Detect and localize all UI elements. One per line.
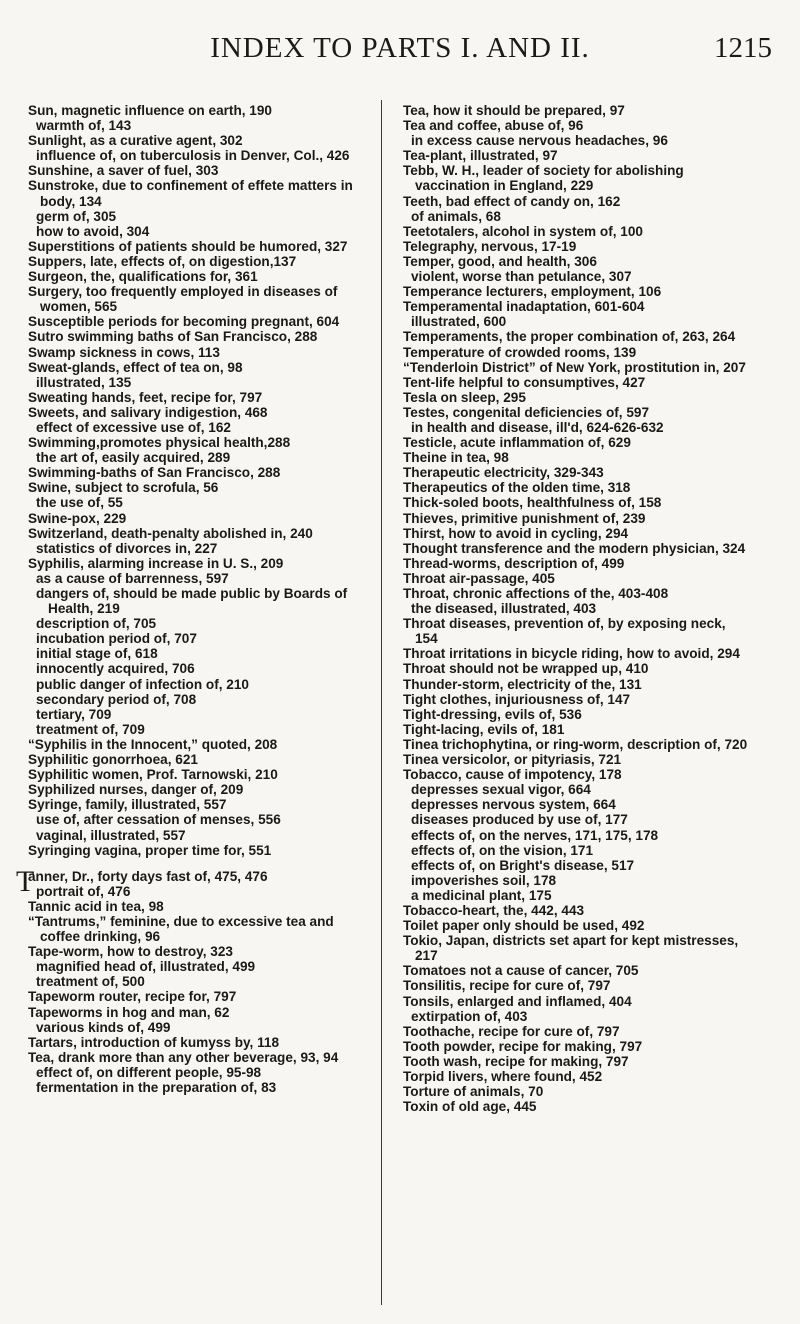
index-entry: [403, 963, 751, 978]
index-entry: [28, 345, 376, 360]
index-entry: [28, 989, 376, 1004]
index-subentry: [28, 420, 376, 435]
index-subentry: [28, 224, 376, 239]
index-entry: [28, 1005, 376, 1020]
entry-text: various kinds of, 499: [36, 1019, 171, 1035]
index-entry: [403, 1084, 751, 1099]
entry-text: Thieves, primitive punishment of, 239: [403, 510, 646, 526]
index-subentry: [403, 858, 751, 873]
index-entry: [28, 435, 376, 450]
index-subentry: [28, 1020, 376, 1035]
index-entry: [28, 843, 376, 858]
entry-text: Syphilized nurses, danger of, 209: [28, 782, 244, 798]
entry-text: Tonsils, enlarged and inflamed, 404: [403, 993, 632, 1009]
index-subentry: [403, 782, 751, 797]
entry-text: Thirst, how to avoid in cycling, 294: [403, 525, 629, 541]
entry-text: Tannic acid in tea, 98: [28, 898, 164, 914]
index-entry: [403, 450, 751, 465]
index-subentry: [403, 601, 751, 616]
entry-text: vaginal, illustrated, 557: [36, 827, 186, 843]
index-entry: [403, 767, 751, 782]
index-entry: [403, 903, 751, 918]
entry-text: Throat irritations in bicycle riding, how to avoid, 294: [403, 646, 740, 662]
entry-text: innocently acquired, 706: [36, 661, 195, 677]
entry-text: Therapeutics of the olden time, 318: [403, 480, 631, 496]
index-entry: [403, 918, 751, 933]
entry-text: public danger of infection of, 210: [36, 676, 249, 692]
index-entry: [28, 360, 376, 375]
entry-text: the diseased, illustrated, 403: [411, 601, 597, 617]
entry-text: tertiary, 709: [36, 706, 112, 722]
entry-text: Throat diseases, prevention of, by exposing neck, 154: [403, 616, 726, 647]
entry-text: “Syphilis in the Innocent,” quoted, 208: [28, 736, 278, 752]
index-entry: [28, 314, 376, 329]
entry-text: Tinea versicolor, or pityriasis, 721: [403, 752, 622, 768]
entry-text: Tooth powder, recipe for making, 797: [403, 1038, 643, 1054]
index-entry: [403, 390, 751, 405]
entry-text: Temperamental inadaptation, 601-604: [403, 299, 645, 315]
index-entry: [403, 284, 751, 299]
entry-text: Temperaments, the proper combination of, 263, 264: [403, 329, 736, 345]
index-entry: [28, 782, 376, 797]
index-entry: [28, 767, 376, 782]
index-entry: [403, 148, 751, 163]
index-entry: [403, 405, 751, 420]
index-subentry: [28, 812, 376, 827]
entry-text: Syphilitic women, Prof. Tarnowski, 210: [28, 767, 278, 783]
index-entry: [403, 646, 751, 661]
index-subentry: [403, 873, 751, 888]
entry-text: Tape-worm, how to destroy, 323: [28, 944, 233, 960]
index-entry: [28, 269, 376, 284]
index-entry: [28, 737, 376, 752]
index-subentry: [28, 495, 376, 510]
entry-text: germ of, 305: [36, 208, 117, 224]
entry-text: how to avoid, 304: [36, 223, 150, 239]
index-entry: [403, 541, 751, 556]
entry-text: Swimming-baths of San Francisco, 288: [28, 465, 281, 481]
index-subentry: [28, 677, 376, 692]
index-subentry: [403, 797, 751, 812]
index-entry: [28, 899, 376, 914]
index-entry: [403, 465, 751, 480]
index-subentry: [28, 631, 376, 646]
index-entry: [28, 526, 376, 541]
index-entry: [403, 1039, 751, 1054]
index-subentry: [28, 1080, 376, 1095]
index-entry: [403, 677, 751, 692]
index-subentry: [28, 692, 376, 707]
entry-text: magnified head of, illustrated, 499: [36, 959, 256, 975]
index-entry: [403, 254, 751, 269]
entry-text: Telegraphy, nervous, 17-19: [403, 238, 577, 254]
entry-text: violent, worse than petulance, 307: [411, 269, 632, 285]
index-entry: [28, 556, 376, 571]
index-entry: [403, 118, 751, 133]
entry-text: Testes, congenital deficiencies of, 597: [403, 404, 650, 420]
index-entry: [28, 103, 376, 118]
index-entry: [403, 526, 751, 541]
entry-text: secondary period of, 708: [36, 691, 197, 707]
entry-text: Surgery, too frequently employed in diseases of women, 565: [28, 284, 338, 315]
entry-text: Swimming,promotes physical health,288: [28, 435, 291, 451]
entry-text: effects of, on the nerves, 171, 175, 178: [411, 827, 659, 843]
entry-text: illustrated, 600: [411, 314, 507, 330]
entry-text: Torture of animals, 70: [403, 1084, 544, 1100]
index-subentry: [28, 959, 376, 974]
entry-text: Thunder-storm, electricity of the, 131: [403, 676, 642, 692]
entry-text: Tonsilitis, recipe for cure of, 797: [403, 978, 611, 994]
entry-text: diseases produced by use of, 177: [411, 812, 628, 828]
index-entry: [403, 345, 751, 360]
index-entry: [28, 390, 376, 405]
entry-text: “Tantrums,” feminine, due to excessive tea and coffee drinking, 96: [28, 913, 334, 945]
index-subentry: [403, 209, 751, 224]
entry-text: Swine, subject to scrofula, 56: [28, 480, 219, 496]
entry-text: Tight-dressing, evils of, 536: [403, 706, 582, 722]
entry-text: effect of, on different people, 95-98: [36, 1064, 262, 1080]
index-entry: [403, 480, 751, 495]
page-title: INDEX TO PARTS I. AND II.: [210, 32, 590, 64]
entry-text: of animals, 68: [411, 208, 501, 224]
entry-text: Theine in tea, 98: [403, 450, 509, 466]
entry-text: Surgeon, the, qualifications for, 361: [28, 269, 258, 285]
index-entry: [28, 1035, 376, 1050]
entry-text: Torpid livers, where found, 452: [403, 1069, 603, 1084]
entry-text: as a cause of barrenness, 597: [36, 570, 229, 586]
entry-text: Syringing vagina, proper time for, 551: [28, 842, 272, 858]
section-spacer: [28, 858, 376, 869]
index-subentry: [28, 722, 376, 737]
entry-text: effect of excessive use of, 162: [36, 419, 231, 435]
entry-text: Tartars, introduction of kumyss by, 118: [28, 1034, 280, 1050]
index-entry: [28, 752, 376, 767]
index-subentry: [28, 661, 376, 676]
entry-text: Tight clothes, injuriousness of, 147: [403, 691, 631, 707]
index-entry: [28, 511, 376, 526]
entry-text: Tomatoes not a cause of cancer, 705: [403, 963, 639, 979]
entry-text: fermentation in the preparation of, 83: [36, 1080, 277, 1095]
index-entry: [403, 586, 751, 601]
column-divider: [381, 100, 382, 1305]
entry-text: Tebb, W. H., leader of society for abolishing vaccination in England, 229: [403, 163, 684, 194]
index-entry: [403, 994, 751, 1009]
index-entry: [28, 480, 376, 495]
entry-text: Sweating hands, feet, recipe for, 797: [28, 389, 263, 405]
index-subentry: [28, 616, 376, 631]
page-header: [0, 14, 800, 74]
index-entry: [28, 133, 376, 148]
index-subentry: [403, 269, 751, 284]
index-subentry: [28, 571, 376, 586]
page-number: 1215: [714, 32, 772, 64]
index-subentry: [403, 420, 751, 435]
index-entry: [403, 194, 751, 209]
entry-text: impoverishes soil, 178: [411, 872, 557, 888]
entry-text: Switzerland, death-penalty abolished in, 240: [28, 525, 313, 541]
index-column-left: [16, 103, 376, 1095]
index-entry: [403, 239, 751, 254]
index-subentry: [403, 1009, 751, 1024]
entry-text: a medicinal plant, 175: [411, 887, 552, 903]
entry-text: Toxin of old age, 445: [403, 1099, 537, 1115]
entry-text: Susceptible periods for becoming pregnant, 604: [28, 314, 340, 330]
index-entry: [403, 933, 751, 963]
index-subentry: [28, 148, 376, 163]
index-entry: [403, 707, 751, 722]
entry-text: Suppers, late, effects of, on digestion,137: [28, 253, 297, 269]
entry-text: initial stage of, 618: [36, 646, 158, 662]
index-entry: [28, 1050, 376, 1065]
entry-text: statistics of divorces in, 227: [36, 540, 218, 556]
entry-text: in excess cause nervous headaches, 96: [411, 133, 668, 149]
entry-text: Temperature of crowded rooms, 139: [403, 344, 637, 360]
entry-text: treatment of, 709: [36, 721, 145, 737]
index-subentry: [403, 133, 751, 148]
entry-text: Teetotalers, alcohol in system of, 100: [403, 223, 643, 239]
entry-text: Sun, magnetic influence on earth, 190: [28, 103, 272, 118]
entry-text: Sweets, and salivary indigestion, 468: [28, 404, 268, 420]
entry-text: Swine-pox, 229: [28, 510, 127, 526]
index-entry: [403, 224, 751, 239]
index-subentry: [28, 974, 376, 989]
index-subentry: [403, 828, 751, 843]
entry-text: Sunshine, a saver of fuel, 303: [28, 163, 219, 179]
entry-text: Tinea trichophytina, or ring-worm, description of, 720: [403, 736, 748, 752]
entry-text: Testicle, acute inflammation of, 629: [403, 435, 631, 451]
index-entry: [28, 405, 376, 420]
entry-text: illustrated, 135: [36, 374, 132, 390]
entry-text: Therapeutic electricity, 329-343: [403, 465, 604, 481]
entry-text: Tapeworm router, recipe for, 797: [28, 989, 237, 1005]
index-subentry: [403, 314, 751, 329]
entry-text: dangers of, should be made public by Boards of Health, 219: [36, 586, 348, 617]
entry-text: Syphilis, alarming increase in U. S., 209: [28, 555, 284, 571]
entry-text: treatment of, 500: [36, 974, 145, 990]
index-entry: [403, 737, 751, 752]
entry-text: incubation period of, 707: [36, 631, 197, 647]
entry-text: use of, after cessation of menses, 556: [36, 812, 281, 828]
index-subentry: [28, 707, 376, 722]
entry-text: Tokio, Japan, districts set apart for kept mistresses, 217: [403, 933, 739, 964]
index-entry: [403, 329, 751, 344]
index-entry: [28, 254, 376, 269]
entry-text: Sweat-glands, effect of tea on, 98: [28, 359, 243, 375]
index-entry: [403, 571, 751, 586]
entry-text: Temper, good, and health, 306: [403, 253, 597, 269]
entry-text: Tapeworms in hog and man, 62: [28, 1004, 230, 1020]
index-entry: [28, 239, 376, 254]
index-entry: [403, 692, 751, 707]
index-entry: [403, 360, 751, 375]
entry-text: Toothache, recipe for cure of, 797: [403, 1023, 620, 1039]
index-entry: [403, 1069, 751, 1084]
index-entry: [28, 178, 376, 208]
entry-text: Toilet paper only should be used, 492: [403, 918, 645, 934]
entry-text: Syringe, family, illustrated, 557: [28, 797, 227, 813]
entry-text: anner, Dr., forty days fast of, 475, 476: [28, 868, 268, 884]
entry-text: Thought transference and the modern physician, 324: [403, 540, 746, 556]
entry-text: in health and disease, ill'd, 624-626-632: [411, 419, 664, 435]
index-entry: [28, 329, 376, 344]
entry-text: Syphilitic gonorrhoea, 621: [28, 752, 198, 768]
entry-text: Tesla on sleep, 295: [403, 389, 526, 405]
index-subentry: [403, 812, 751, 827]
entry-text: Tea, drank more than any other beverage, 93, 94: [28, 1049, 339, 1065]
entry-text: warmth of, 143: [36, 118, 132, 134]
index-subentry: [28, 118, 376, 133]
index-subentry: [28, 541, 376, 556]
index-entry: [28, 797, 376, 812]
entry-text: Temperance lecturers, employment, 106: [403, 284, 662, 300]
index-entry: [403, 661, 751, 676]
entry-text: the art of, easily acquired, 289: [36, 450, 231, 466]
entry-text: Sutro swimming baths of San Francisco, 288: [28, 329, 318, 345]
index-entry: [403, 511, 751, 526]
entry-text: effects of, on Bright's disease, 517: [411, 857, 635, 873]
entry-text: Throat, chronic affections of the, 403-408: [403, 586, 669, 601]
entry-text: extirpation of, 403: [411, 1008, 528, 1024]
index-entry: [28, 284, 376, 314]
entry-text: Tooth wash, recipe for making, 797: [403, 1053, 629, 1069]
index-column-right: [403, 103, 751, 1114]
index-subentry: [28, 884, 376, 899]
entry-text: Tea-plant, illustrated, 97: [403, 148, 558, 164]
index-entry: [403, 495, 751, 510]
entry-text: Tobacco-heart, the, 442, 443: [403, 902, 585, 918]
index-subentry: [28, 828, 376, 843]
entry-text: Tobacco, cause of impotency, 178: [403, 767, 622, 783]
index-entry: [403, 1024, 751, 1039]
index-subentry: [403, 843, 751, 858]
entry-text: description of, 705: [36, 616, 157, 632]
index-entry: [403, 1099, 751, 1114]
index-entry: [28, 465, 376, 480]
index-entry: [403, 103, 751, 118]
index-subentry: [28, 375, 376, 390]
index-subentry: [28, 209, 376, 224]
entry-text: Thick-soled boots, healthfulness of, 158: [403, 495, 662, 511]
index-entry: [28, 914, 376, 944]
entry-text: Swamp sickness in cows, 113: [28, 344, 220, 360]
index-entry: [403, 616, 751, 646]
entry-text: the use of, 55: [36, 495, 123, 511]
entry-text: Thread-worms, description of, 499: [403, 555, 625, 571]
index-entry: [403, 1054, 751, 1069]
index-entry: [403, 556, 751, 571]
entry-text: Throat air-passage, 405: [403, 570, 555, 586]
entry-text: depresses sexual vigor, 664: [411, 782, 591, 798]
index-entry: [28, 944, 376, 959]
drop-cap-letter: T: [16, 864, 35, 898]
entry-text: Tight-lacing, evils of, 181: [403, 721, 565, 737]
index-entry: [403, 722, 751, 737]
index-subentry: [403, 888, 751, 903]
index-subentry: [28, 646, 376, 661]
index-entry: [403, 163, 751, 193]
entry-text: Superstitions of patients should be humored, 327: [28, 238, 348, 254]
entry-text: Sunlight, as a curative agent, 302: [28, 133, 243, 149]
index-subentry: [28, 586, 376, 616]
index-entry: [403, 978, 751, 993]
entry-text: depresses nervous system, 664: [411, 797, 616, 813]
index-entry: [403, 299, 751, 314]
index-entry: [28, 163, 376, 178]
entry-text: Throat should not be wrapped up, 410: [403, 661, 649, 677]
index-subentry: [28, 450, 376, 465]
index-entry: [403, 752, 751, 767]
entry-text: Tent-life helpful to consumptives, 427: [403, 374, 646, 390]
index-subentry: [28, 1065, 376, 1080]
index-entry: [403, 375, 751, 390]
entry-text: influence of, on tuberculosis in Denver, Col., 426: [36, 148, 350, 164]
entry-text: Tea and coffee, abuse of, 96: [403, 118, 584, 134]
entry-text: “Tenderloin District” of New York, prostitution in, 207: [403, 359, 746, 375]
entry-text: Sunstroke, due to confinement of effete matters in body, 134: [28, 178, 353, 209]
index-entry: [403, 435, 751, 450]
entry-text: Tea, how it should be prepared, 97: [403, 103, 625, 118]
entry-text: portrait of, 476: [36, 883, 131, 899]
entry-text: Teeth, bad effect of candy on, 162: [403, 193, 621, 209]
entry-text: effects of, on the vision, 171: [411, 842, 594, 858]
